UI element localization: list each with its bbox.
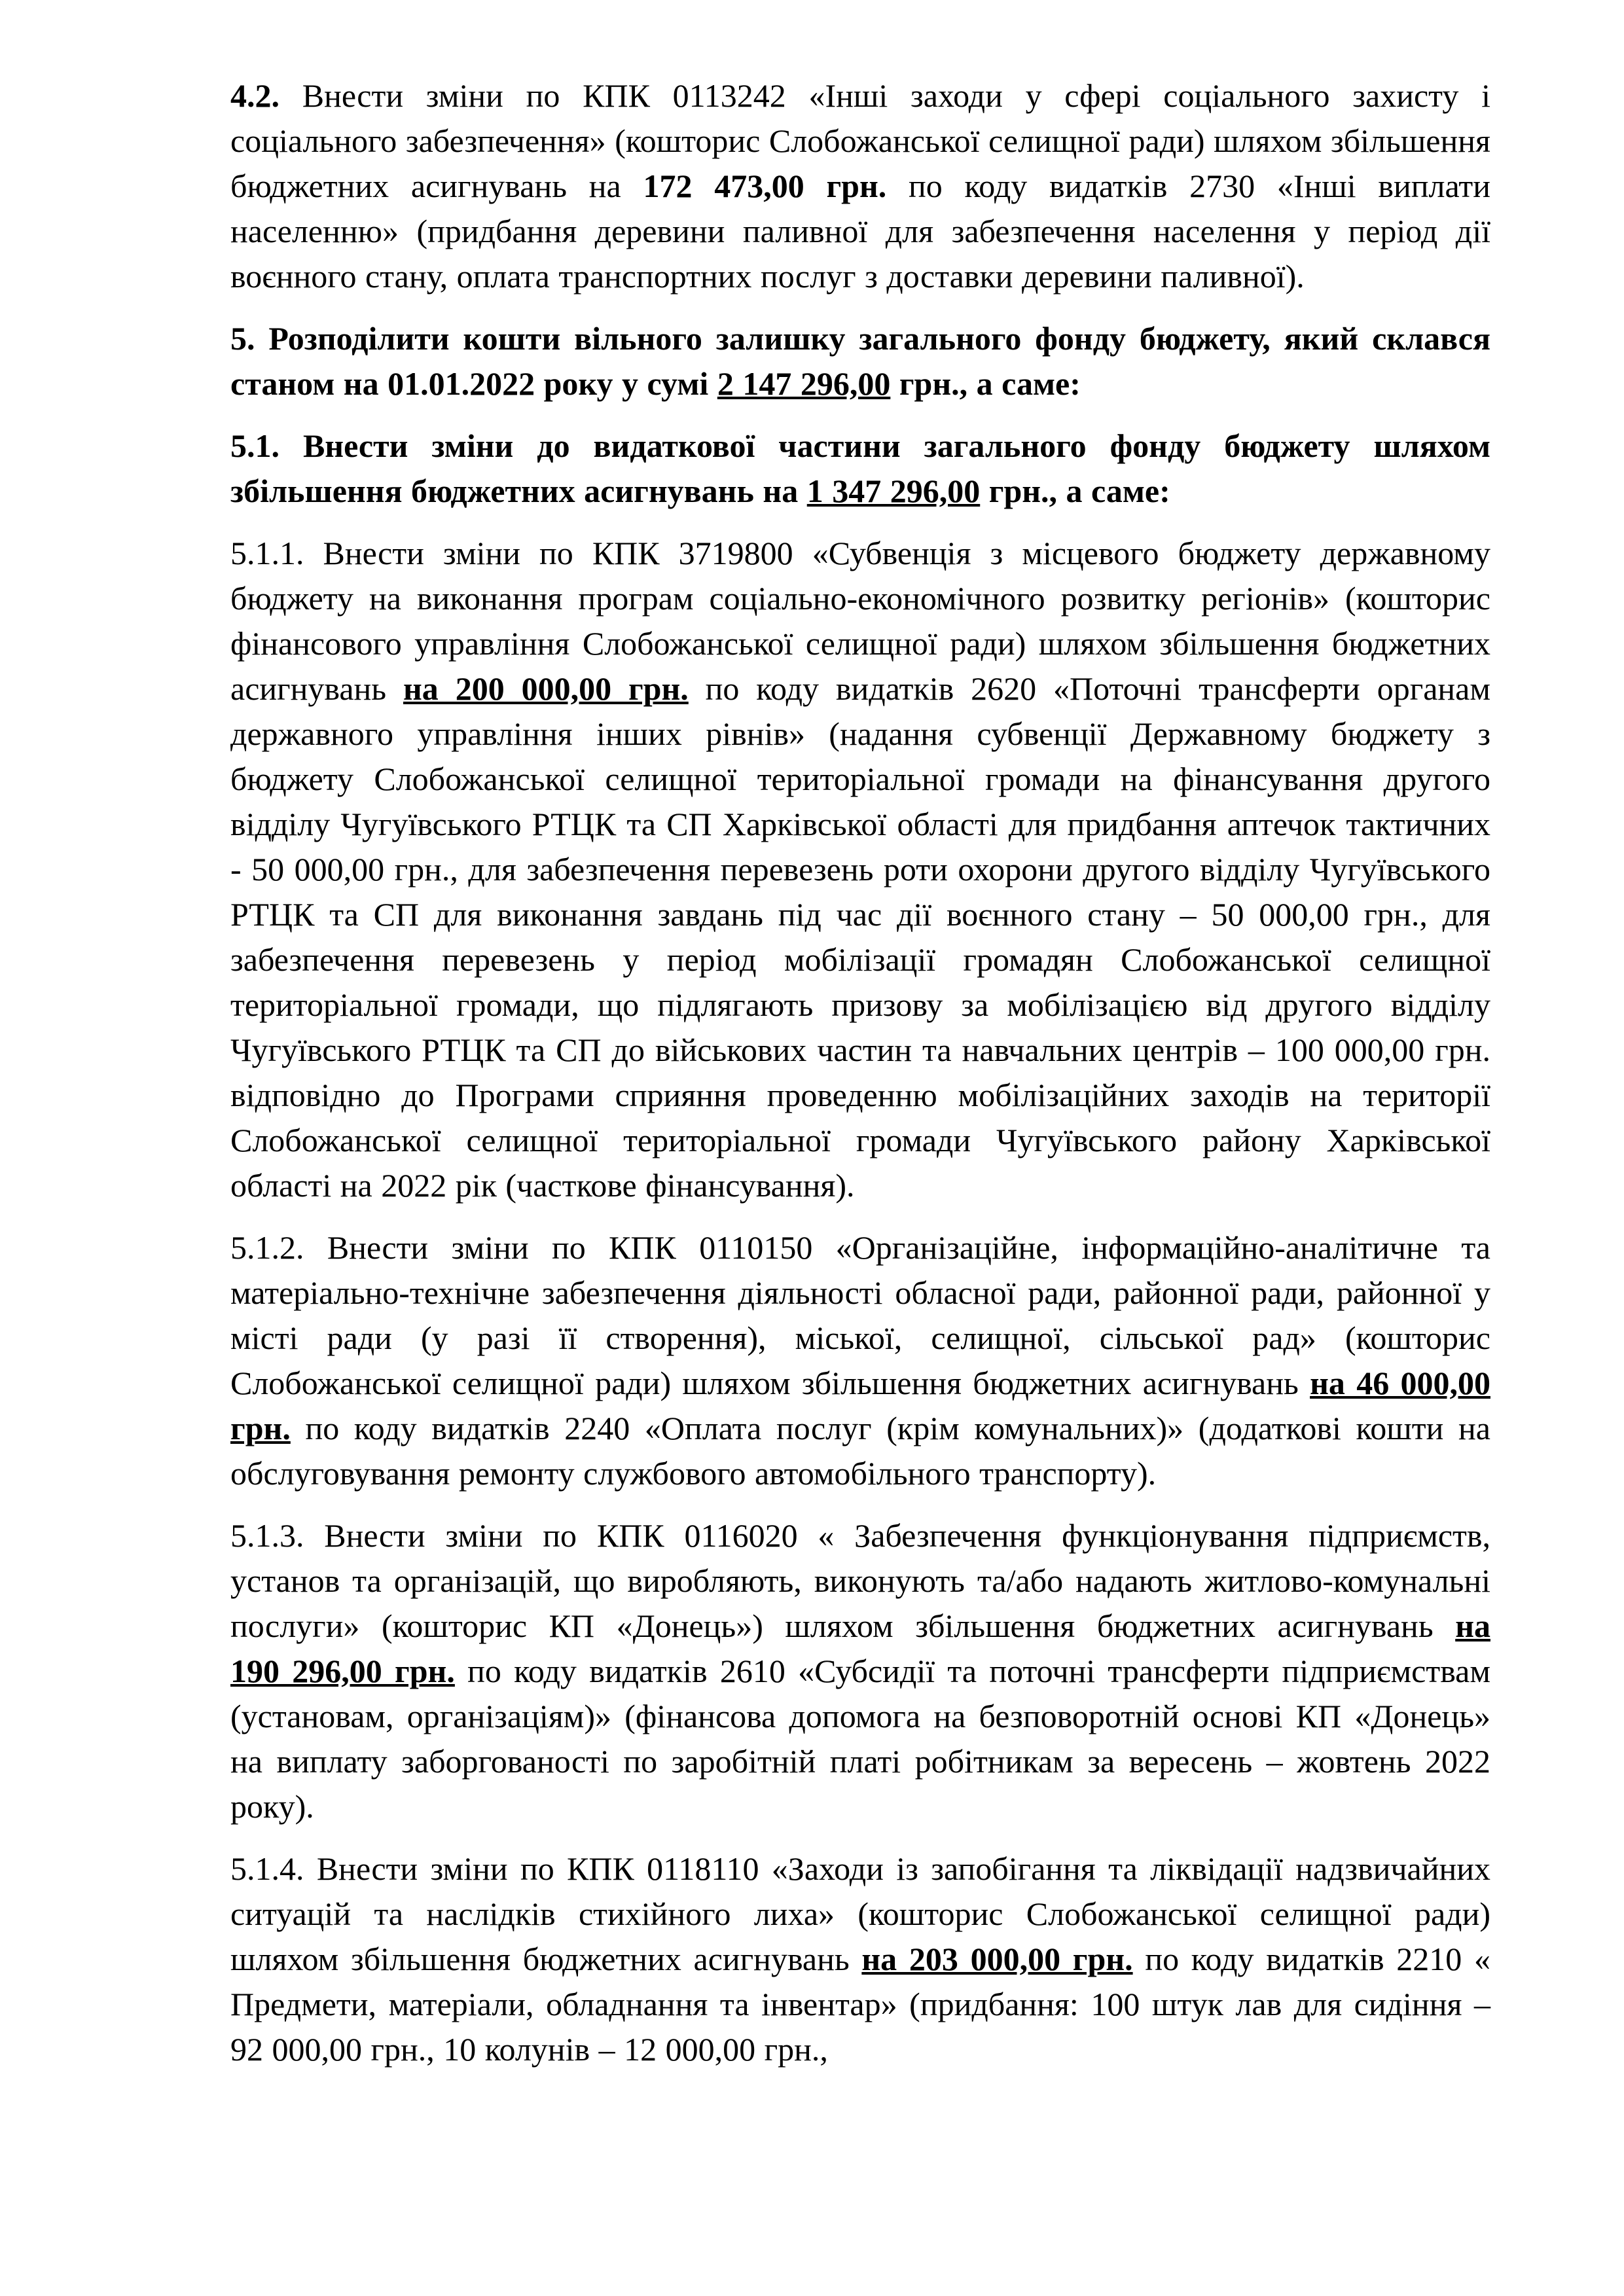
text-run: 5.1.4. Внести зміни по КПК 0118110 «Заходи із запобігання та ліквідації надзвичайних ситуацій та наслідків стихійного лиха» (кошторис Слобожанської селищної ради) шляхом збільшення бюджетних асигнувань xyxy=(230,1850,1490,1977)
para-5-1 xyxy=(230,423,1490,514)
text-run: Внести зміни по КПК 0113242 «Інші заходи у сфері соціального захисту і соціального забезпечення» (кошторис Слобожанської селищної ради) шляхом збільшення бюджетних асигнувань на xyxy=(230,77,1490,204)
para-5-1-3 xyxy=(230,1513,1490,1829)
text-run: 5.1.1. Внести зміни по КПК 3719800 «Субвенція з місцевого бюджету державному бюджету на виконання програм соціально-економічного розвитку регіонів» (кошторис фінансового управління Слобожанської селищної ради) шляхом збільшення бюджетних асигнувань xyxy=(230,535,1490,707)
text-run: по коду видатків 2620 «Поточні трансферти органам державного управління інших рівнів» (надання субвенції Державному бюджету з бюджету Слобожанської селищної територіальної громади на фінансування другого відділу Чугуївського РТЦК та СП Харківської області для придбання аптечок тактичних - 50 000,00 грн., для забезпечення перевезень роти охорони другого відділу Чугуївського РТЦК та СП для виконання завдань під час дії воєнного стану – 50 000,00 грн., для забезпечення перевезень у період мобілізації громадян Слобожанської селищної територіальної громади, що підлягають призову за мобілізацією від другого відділу Чугуївського РТЦК та СП до військових частин та навчальних центрів – 100 000,00 грн. відповідно до Програми сприяння проведенню мобілізаційних заходів на території Слобожанської селищної територіальної громади Чугуївського району Харківської області на 2022 рік (часткове фінансування). xyxy=(230,670,1490,1204)
document-body xyxy=(230,73,1490,2072)
text-run: 5.1.2. Внести зміни по КПК 0110150 «Організаційне, інформаційно-аналітичне та матеріально-технічне забезпечення діяльності обласної ради, районної ради, районної у місті ради (у разі її створення), міської, селищної, сільської рад» (кошторис Слобожанської селищної ради) шляхом збільшення бюджетних асигнувань xyxy=(230,1229,1490,1401)
text-run: 4.2. xyxy=(230,77,280,114)
para-4-2 xyxy=(230,73,1490,299)
text-run: грн., а саме: xyxy=(980,473,1170,509)
para-5 xyxy=(230,316,1490,406)
para-5-1-1 xyxy=(230,531,1490,1208)
text-run: по коду видатків 2240 «Оплата послуг (крім комунальних)» (додаткові кошти на обслуговування ремонту службового автомобільного транспорту). xyxy=(230,1410,1490,1492)
text-run: на 46 000,00 грн. xyxy=(230,1365,1490,1446)
text-run: 5.1. Внести зміни до видаткової частини загального фонду бюджету шляхом збільшення бюджетних асигнувань на xyxy=(230,427,1490,509)
text-run: грн., а саме: xyxy=(890,365,1081,402)
text-run: 172 473,00 грн. xyxy=(643,168,887,204)
text-run: 1 347 296,00 xyxy=(806,473,981,509)
text-run: на 200 000,00 грн. xyxy=(403,670,689,707)
text-run: 2 147 296,00 xyxy=(717,365,891,402)
para-5-1-2 xyxy=(230,1225,1490,1496)
text-run: по коду видатків 2610 «Субсидії та поточні трансферти підприємствам (установам, організаціям)» (фінансова допомога на безповоротній основі КП «Донець» на виплату заборгованості по заробітній платі робітникам за вересень – жовтень 2022 року). xyxy=(230,1653,1490,1825)
text-run: 5. Розподілити кошти вільного залишку загального фонду бюджету, який склався станом на 01.01.2022 року у сумі xyxy=(230,320,1490,402)
text-run: по коду видатків 2210 « Предмети, матеріали, обладнання та інвентар» (придбання: 100 штук лав для сидіння – 92 000,00 грн., 10 колунів – 12 000,00 грн., xyxy=(230,1941,1490,2068)
text-run: по коду видатків 2730 «Інші виплати населенню» (придбання деревини паливної для забезпечення населення у період дії воєнного стану, оплата транспортних послуг з доставки деревини паливної). xyxy=(230,168,1491,295)
para-5-1-4 xyxy=(230,1846,1490,2072)
text-run: на 203 000,00 грн. xyxy=(861,1941,1133,1977)
text-run: на 190 296,00 грн. xyxy=(230,1607,1490,1689)
text-run: 5.1.3. Внести зміни по КПК 0116020 « Забезпечення функціонування підприємств, установ та організацій, що виробляють, виконують та/або надають житлово-комунальні послуги» (кошторис КП «Донець») шляхом збільшення бюджетних асигнувань xyxy=(230,1517,1490,1644)
